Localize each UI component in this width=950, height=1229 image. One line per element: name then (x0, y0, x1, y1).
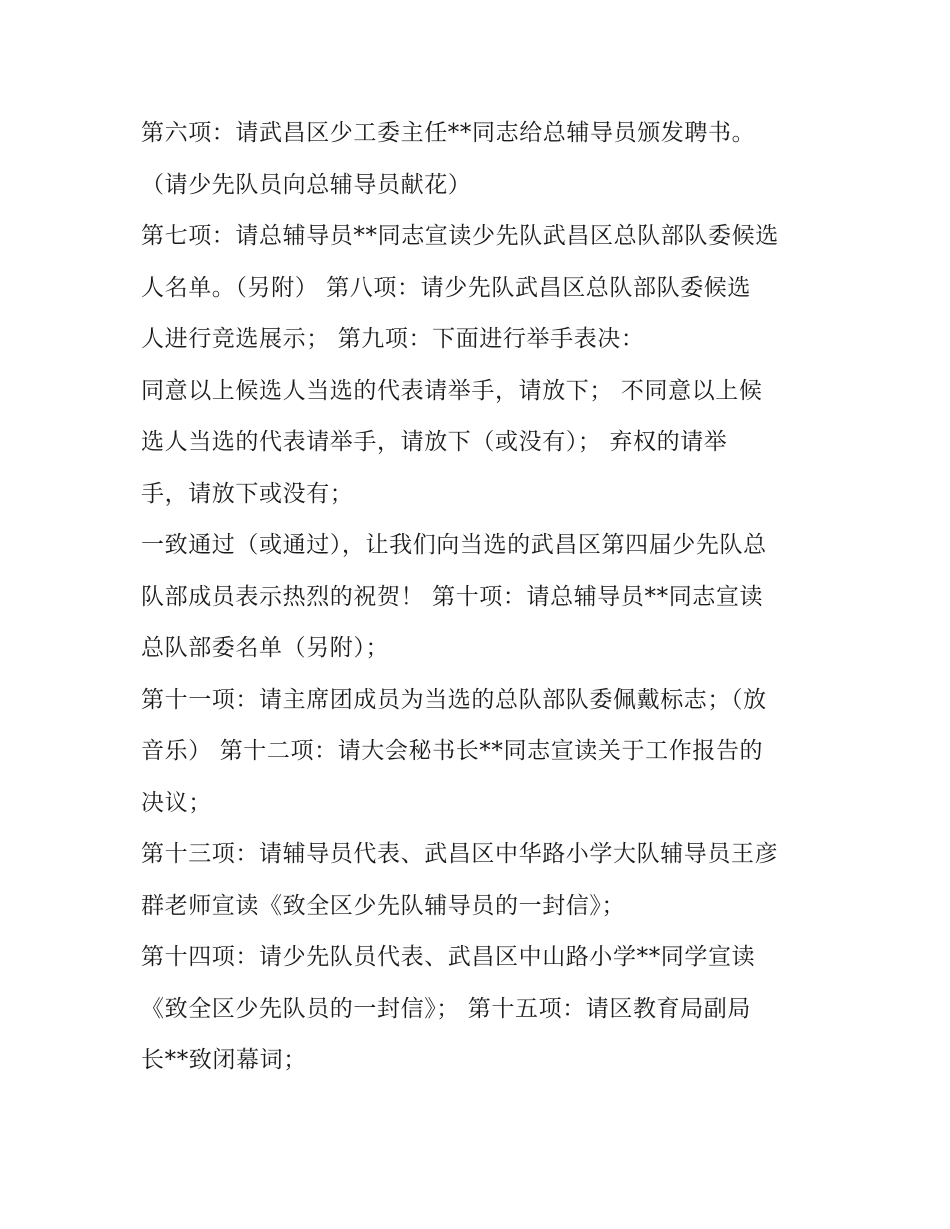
text-line: 第十四项：请少先队员代表、武昌区中山路小学**同学宣读 (141, 944, 756, 970)
text-line: 队部成员表示热烈的祝贺！ 第十项：请总辅导员**同志宣读 (141, 583, 764, 610)
text-line: 《致全区少先队员的一封信》； 第十五项：请区教育局副局 (141, 995, 752, 1022)
document-body (141, 108, 821, 1087)
text-line: 第七项：请总辅导员**同志宣读少先队武昌区总队部队委候选 (141, 223, 779, 249)
text-line: 决议； (141, 789, 212, 816)
text-line: 第十一项：请主席团成员为当选的总队部队委佩戴标志；（放 (141, 686, 767, 713)
text-line: 群老师宣读《致全区少先队辅导员的一封信》； (141, 892, 626, 919)
text-line: 音乐） 第十二项：请大会秘书长**同志宣读关于工作报告的 (141, 738, 764, 764)
text-line: 总队部委名单（另附）； (141, 635, 390, 661)
text-line: 第十三项：请辅导员代表、武昌区中华路小学大队辅导员王彦 (141, 841, 779, 867)
text-line: 手，请放下或没有； (141, 480, 354, 507)
text-line: 同意以上候选人当选的代表请举手，请放下； 不同意以上候 (141, 377, 763, 404)
text-line: 一致通过（或通过），让我们向当选的武昌区第四届少先队总 (141, 532, 767, 558)
text-line: 选人当选的代表请举手，请放下（或没有）； 弃权的请举 (141, 429, 728, 455)
text-line: （请少先队员向总辅导员献花） (141, 171, 472, 198)
text-line: 人名单。（另附） 第八项：请少先队武昌区总队部队委候选 (141, 274, 752, 301)
text-line: 人进行竞选展示； 第九项：下面进行举手表决： (141, 326, 645, 352)
text-line: 第六项：请武昌区少工委主任**同志给总辅导员颁发聘书。 (141, 120, 756, 146)
text-line: 长**致闭幕词； (141, 1047, 307, 1073)
